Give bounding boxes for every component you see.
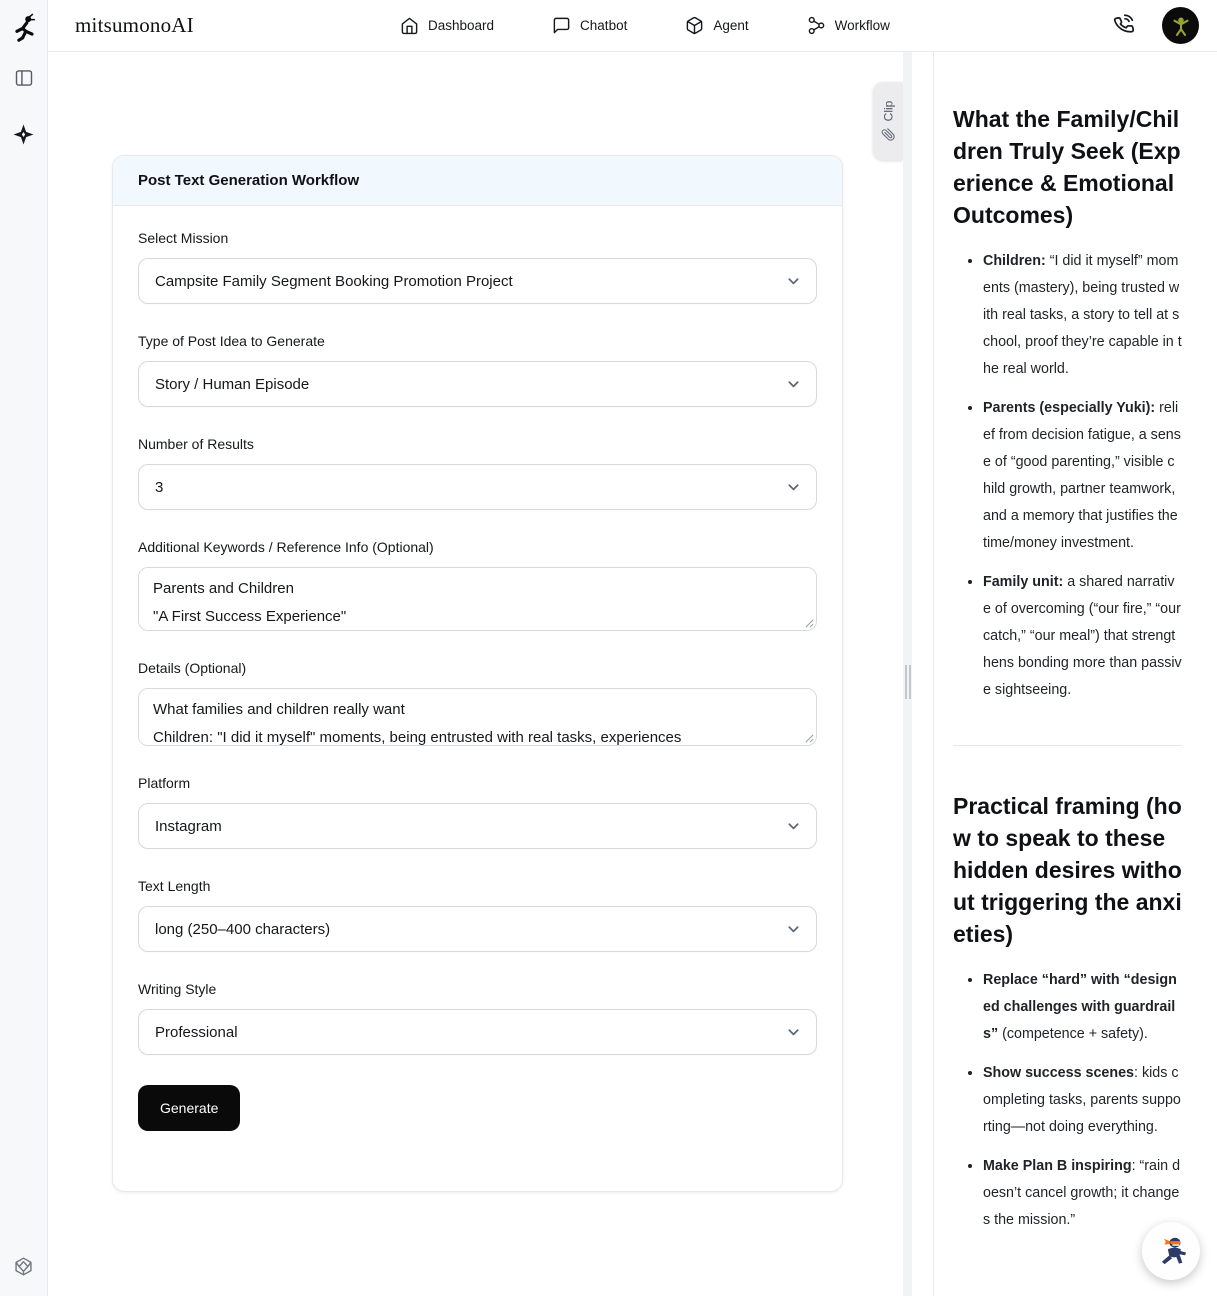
sandbox-cube-icon[interactable] <box>8 1250 40 1282</box>
nav-item-dashboard[interactable]: Dashboard <box>400 16 494 35</box>
field-label: Number of Results <box>138 436 254 452</box>
field-label: Details (Optional) <box>138 660 247 676</box>
home-icon <box>400 16 419 35</box>
clip-tab[interactable] <box>873 82 903 160</box>
field-label: Writing Style <box>138 981 217 997</box>
panel-section-heading: Practical framing (how to speak to these hidden desires without triggering the anxieties) <box>953 793 1182 947</box>
post-type-select[interactable]: Story / Human Episode <box>138 361 817 407</box>
assistant-fab[interactable] <box>1142 1222 1200 1280</box>
nav-item-chatbot[interactable]: Chatbot <box>552 16 627 35</box>
bullet-list <box>953 248 1182 704</box>
chevron-down-icon <box>786 922 801 937</box>
list-item: • Children: “I did it myself” moments (mastery), being trusted with real tasks, a story to tell at school, proof they’re capable in the real world. <box>983 248 1182 383</box>
cube-icon <box>685 16 704 35</box>
panel-splitter[interactable] <box>903 52 912 1296</box>
chevron-down-icon <box>786 377 801 392</box>
list-item: • Parents (especially Yuki): relief from decision fatigue, a sense of “good parenting,” visible child growth, partner teamwork, and a memory that justifies the time/money investment. <box>983 395 1182 557</box>
field-platform <box>138 775 817 849</box>
list-item: • Replace “hard” with “designed challenges with guardrails” (competence + safety). <box>983 967 1182 1048</box>
details-textarea[interactable] <box>138 688 817 746</box>
app-logo-ninja-icon <box>7 10 41 46</box>
nav-item-agent[interactable]: Agent <box>685 16 748 35</box>
list-item: • Show success scenes: kids completing tasks, parents supporting—not doing everything. <box>983 1060 1182 1141</box>
num-results-select[interactable]: 3 <box>138 464 817 510</box>
paperclip-icon <box>881 127 895 141</box>
field-select-mission <box>138 230 817 304</box>
text-length-select[interactable]: long (250–400 characters) <box>138 906 817 952</box>
splitter-drag-handle[interactable] <box>905 665 911 699</box>
chevron-down-icon <box>786 274 801 289</box>
phone-call-icon[interactable] <box>1110 13 1136 39</box>
nav-item-workflow[interactable]: Workflow <box>807 16 890 35</box>
field-post-type <box>138 333 817 407</box>
clip-tab-label: Clip <box>881 100 896 122</box>
field-num-results <box>138 436 817 510</box>
chevron-down-icon <box>786 480 801 495</box>
section-divider <box>953 745 1182 746</box>
workflow-form-card <box>112 155 843 1192</box>
chevron-down-icon <box>786 819 801 834</box>
field-label: Type of Post Idea to Generate <box>138 333 325 349</box>
top-header <box>48 0 1217 52</box>
field-label: Additional Keywords / Reference Info (Optional) <box>138 539 434 555</box>
left-sidebar <box>0 0 48 1296</box>
sparkle-icon[interactable] <box>8 118 40 150</box>
writing-style-select[interactable]: Professional <box>138 1009 817 1055</box>
notes-panel <box>912 52 1217 1296</box>
user-avatar[interactable] <box>1162 7 1199 44</box>
panel-section-heading: What the Family/Children Truly Seek (Experience & Emotional Outcomes) <box>953 106 1181 228</box>
field-label: Select Mission <box>138 230 229 246</box>
share-nodes-icon <box>807 16 826 35</box>
list-item: • Make Plan B inspiring: “rain doesn’t cancel growth; it changes the mission.” <box>983 1153 1182 1234</box>
field-keywords <box>138 539 817 631</box>
panel-section <box>953 103 1182 704</box>
mission-select[interactable]: Campsite Family Segment Booking Promotion Project <box>138 258 817 304</box>
card-header <box>113 156 842 206</box>
main-content <box>48 52 903 1296</box>
field-details <box>138 660 817 746</box>
field-label: Text Length <box>138 878 211 894</box>
chat-bubble-icon <box>552 16 571 35</box>
main-nav <box>400 16 890 35</box>
card-title: Post Text Generation Workflow <box>138 172 360 189</box>
platform-select[interactable]: Instagram <box>138 803 817 849</box>
ninja-mascot-icon <box>1152 1232 1190 1270</box>
panel-section <box>953 790 1182 1234</box>
sidebar-toggle-icon[interactable] <box>8 62 40 94</box>
field-writing-style <box>138 981 817 1055</box>
list-item: • Family unit: a shared narrative of overcoming (“our fire,” “our catch,” “our meal”) that strengthens bonding more than passive sightseeing. <box>983 569 1182 704</box>
generate-button[interactable]: Generate <box>138 1085 240 1131</box>
keywords-textarea[interactable] <box>138 567 817 631</box>
chevron-down-icon <box>786 1025 801 1040</box>
bullet-list <box>953 967 1182 1234</box>
field-label: Platform <box>138 775 191 791</box>
brand-name: mitsumonoAI <box>75 13 194 37</box>
field-text-length <box>138 878 817 952</box>
